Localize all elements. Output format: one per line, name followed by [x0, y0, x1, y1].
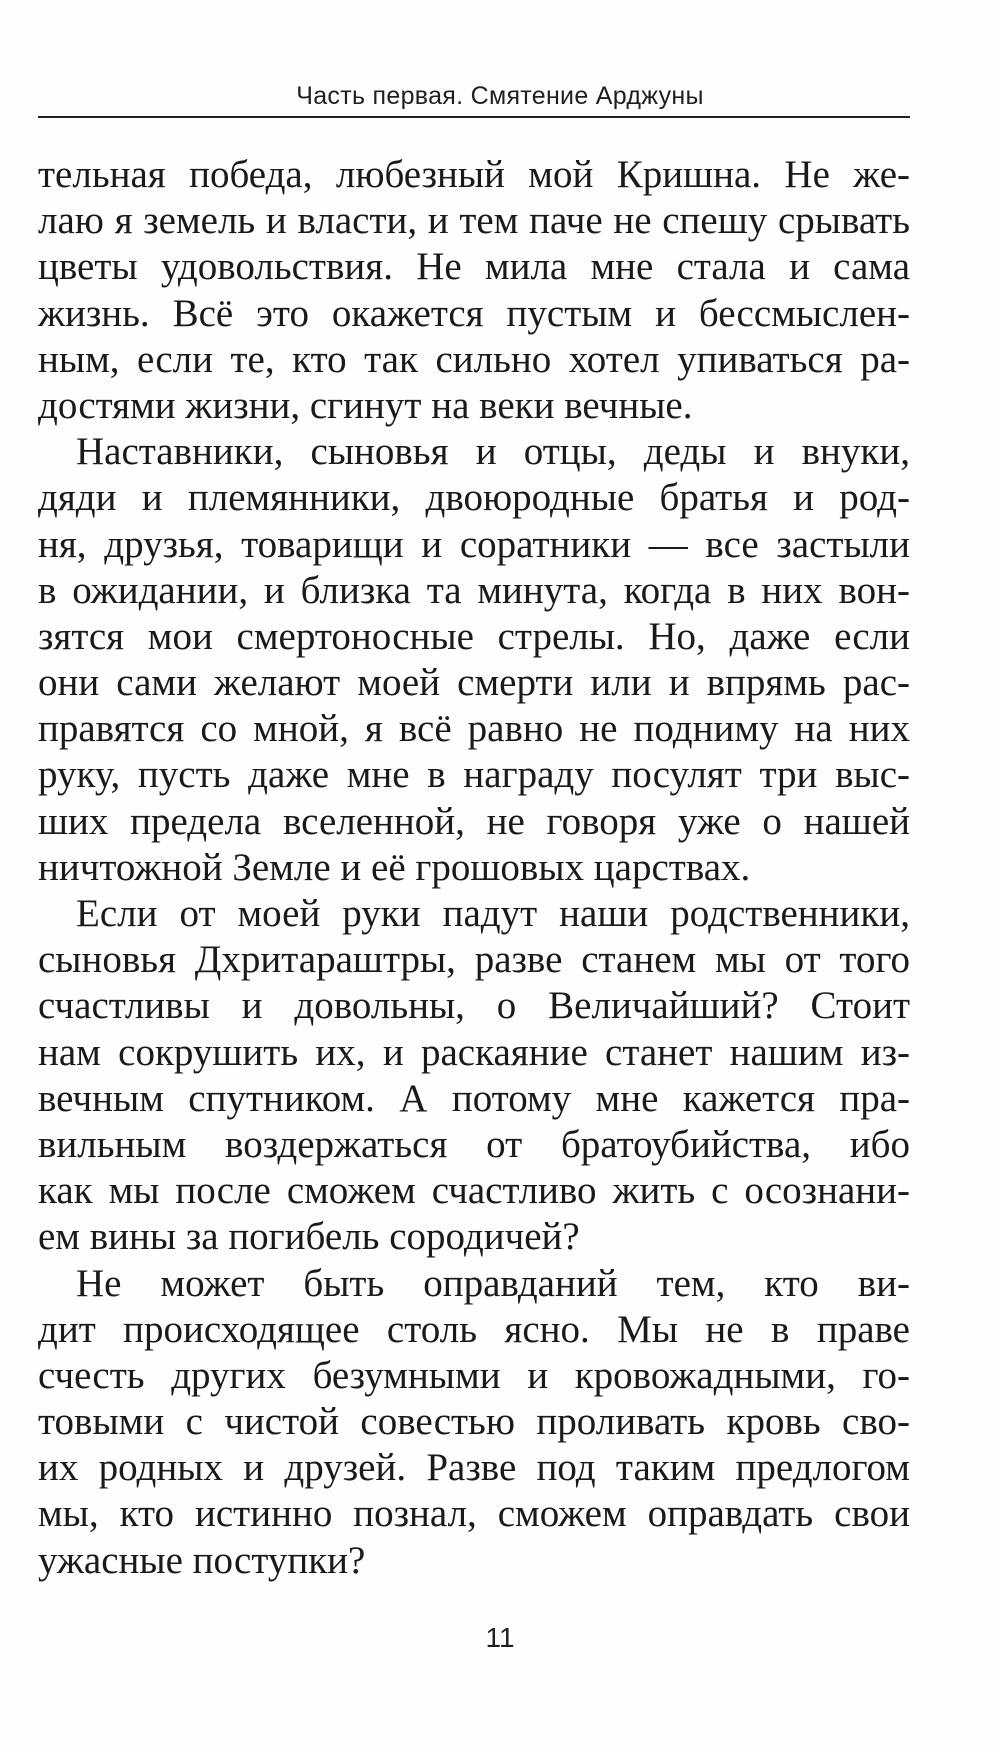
text-line: счастливы и довольны, о Величайший? Стоит	[38, 984, 910, 1028]
text-line: ня, друзья, товарищи и соратники — все застыли	[38, 522, 910, 566]
text-line: вильным воздержаться от братоубийства, ибо	[38, 1122, 910, 1166]
text-line: их родных и друзей. Разве под таким предлогом	[38, 1446, 910, 1490]
page-number: 11	[485, 1622, 515, 1653]
text-line: мы, кто истинно познал, сможем оправдать свои	[38, 1492, 910, 1536]
text-line: как мы после сможем счастливо жить с осознани-	[38, 1169, 910, 1213]
text-line: жизнь. Всё это окажется пустым и бессмыслен-	[38, 291, 910, 335]
text-line: тельная победа, любезный мой Кришна. Не же-	[38, 153, 910, 196]
paragraph	[38, 1261, 910, 1584]
text-line: Если от моей руки падут наши родственники,	[76, 892, 910, 935]
text-line: достями жизни, сгинут на веки вечные.	[38, 383, 693, 427]
text-line: сыновья Дхритараштры, разве станем мы от того	[38, 938, 910, 982]
text-line: вечным спутником. А потому мне кажется пра-	[38, 1076, 910, 1120]
text-line: лаю я земель и власти, и тем паче не спешу срывать	[38, 199, 910, 243]
text-line: дяди и племянники, двоюродные братья и род-	[38, 476, 910, 520]
text-line: товыми с чистой совестью проливать кровь сво-	[38, 1400, 910, 1444]
text-line: ничтожной Земле и её грошовых царствах.	[38, 845, 751, 889]
text-line: ным, если те, кто так сильно хотел упиваться ра-	[38, 337, 910, 381]
header-rule	[38, 116, 910, 118]
text-line: Не может быть оправданий тем, кто ви-	[76, 1261, 910, 1305]
text-line: в ожидании, и близка та минута, когда в них вон-	[38, 568, 910, 612]
paragraph	[38, 429, 910, 891]
text-line: дит происходящее столь ясно. Мы не в праве	[38, 1307, 910, 1351]
text-line: руку, пусть даже мне в награду посулят три выс-	[38, 753, 910, 797]
text-line: ших предела вселенной, не говоря уже о нашей	[38, 799, 910, 843]
text-line: ем вины за погибель сородичей?	[38, 1215, 580, 1259]
paragraph	[38, 152, 910, 429]
text-line: нам сокрушить их, и раскаяние станет нашим из-	[38, 1030, 910, 1074]
text-line: зятся мои смертоносные стрелы. Но, даже если	[38, 614, 910, 658]
text-line: цветы удовольствия. Не мила мне стала и сама	[38, 245, 910, 289]
body-text	[38, 152, 910, 1584]
text-line: Наставники, сыновья и отцы, деды и внуки,	[76, 430, 910, 474]
text-line: ужасные поступки?	[38, 1538, 366, 1582]
text-line: они сами желают моей смерти или и впрямь рас-	[38, 661, 910, 705]
text-line: счесть других безумными и кровожадными, го-	[38, 1353, 910, 1397]
paragraph	[38, 891, 910, 1261]
text-line: правятся со мной, я всё равно не подниму на них	[38, 707, 910, 751]
running-head: Часть первая. Смятение Арджуны	[296, 82, 704, 110]
